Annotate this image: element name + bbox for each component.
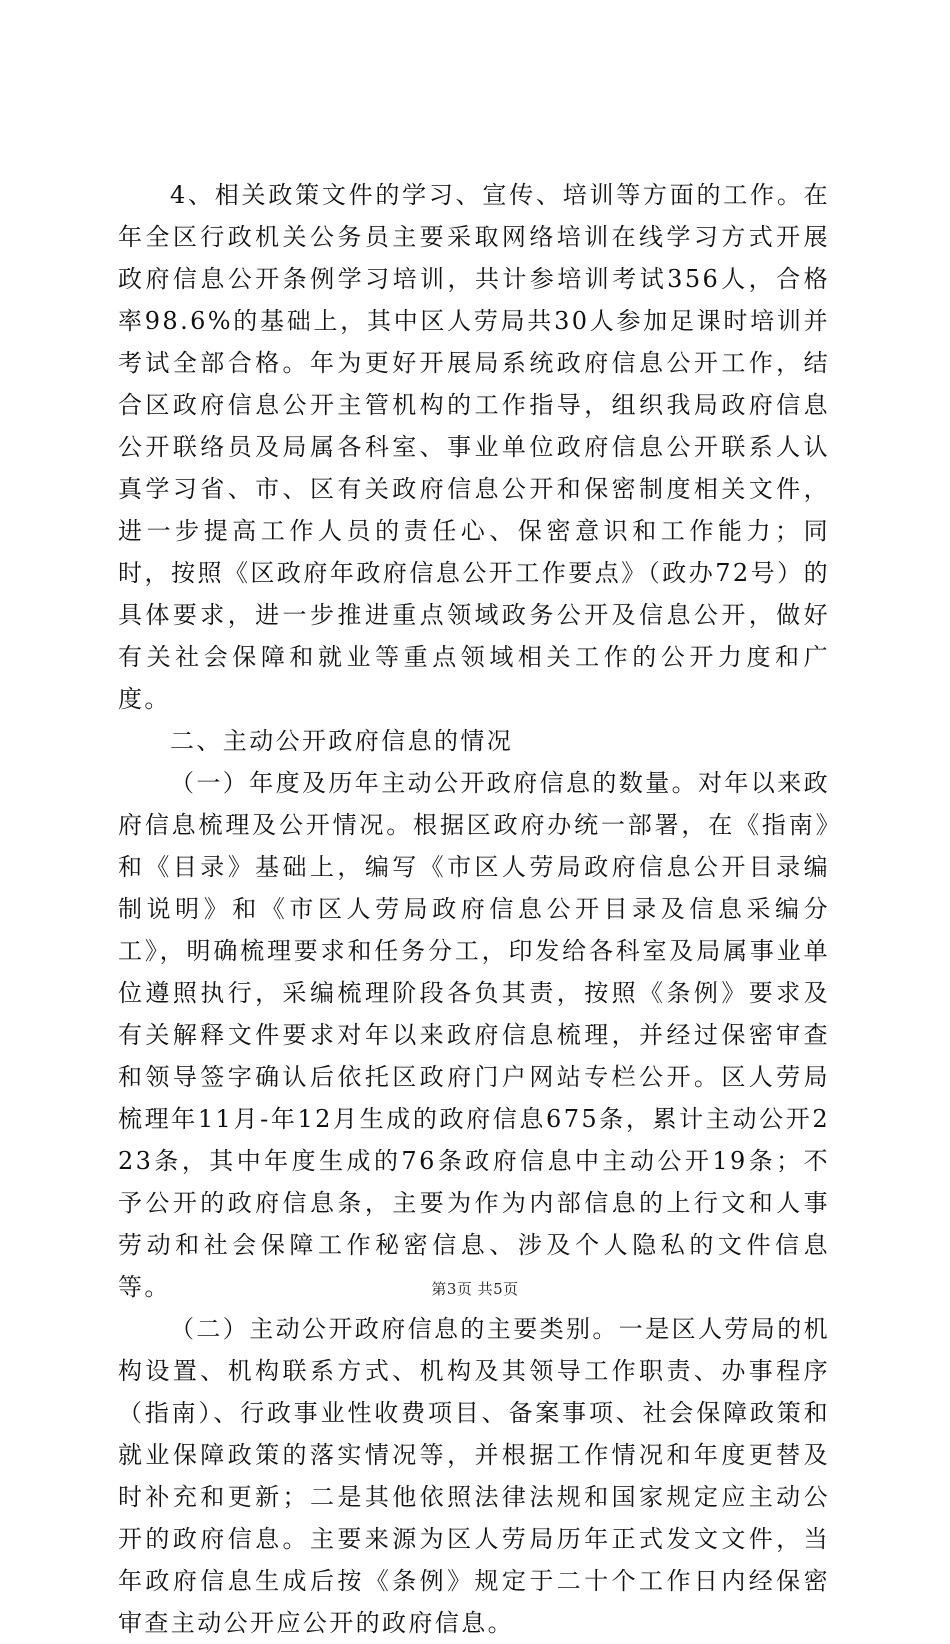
section-heading-2: 二、主动公开政府信息的情况 bbox=[170, 727, 514, 755]
paragraph-training: 4、相关政策文件的学习、宣传、培训等方面的工作。在年全区行政机关公务员主要采取网络培训在线学习方式开展政府信息公开条例学习培训，共计参培训考试356人，合格率98.6%的基础上，其中区人劳局共30人参加足课时培训并考试全部合格。年为更好开展局系统政府信息公开工作，结合区政府信息公开主管机构的工作指导，组织我局政府信息公开联络员及局属各科室、事业单位政府信息公开联系人认真学习省、市、区有关政府信息公开和保密制度相关文件，进一步提高工作人员的责任心、保密意识和工作能力；同时，按照《区政府年政府信息公开工作要点》（政办72号）的具体要求，进一步推进重点领域政务公开及信息公开，做好有关社会保障和就业等重点领域相关工作的公开力度和广度。 bbox=[118, 181, 830, 713]
paragraph-subsection-1: （一）年度及历年主动公开政府信息的数量。对年以来政府信息梳理及公开情况。根据区政府办统一部署，在《指南》和《目录》基础上，编写《市区人劳局政府信息公开目录编制说明》和《市区人劳局政府信息公开目录及信息采编分工》，明确梳理要求和任务分工，印发给各科室及局属事业单位遵照执行，采编梳理阶段各负其责，按照《条例》要求及有关解释文件要求对年以来政府信息梳理，并经过保密审查和领导签字确认后依托区政府门户网站专栏公开。区人劳局梳理年11月-年12月生成的政府信息675条，累计主动公开223条，其中年度生成的76条政府信息中主动公开19条；不予公开的政府信息条，主要为作为内部信息的上行文和人事劳动和社会保障工作秘密信息、涉及个人隐私的文件信息等。 bbox=[118, 769, 830, 1301]
page-footer: 第3页 共5页 bbox=[431, 1280, 519, 1298]
document-body bbox=[118, 174, 830, 1644]
paragraph-subsection-2: （二）主动公开政府信息的主要类别。一是区人劳局的机构设置、机构联系方式、机构及其领导工作职责、办事程序（指南）、行政事业性收费项目、备案事项、社会保障政策和就业保障政策的落实情况等，并根据工作情况和年度更替及时补充和更新；二是其他依照法律法规和国家规定应主动公开的政府信息。主要来源为区人劳局历年正式发文文件，当年政府信息生成后按《条例》规定于二十个工作日内经保密审查主动公开应公开的政府信息。 bbox=[118, 1315, 830, 1637]
